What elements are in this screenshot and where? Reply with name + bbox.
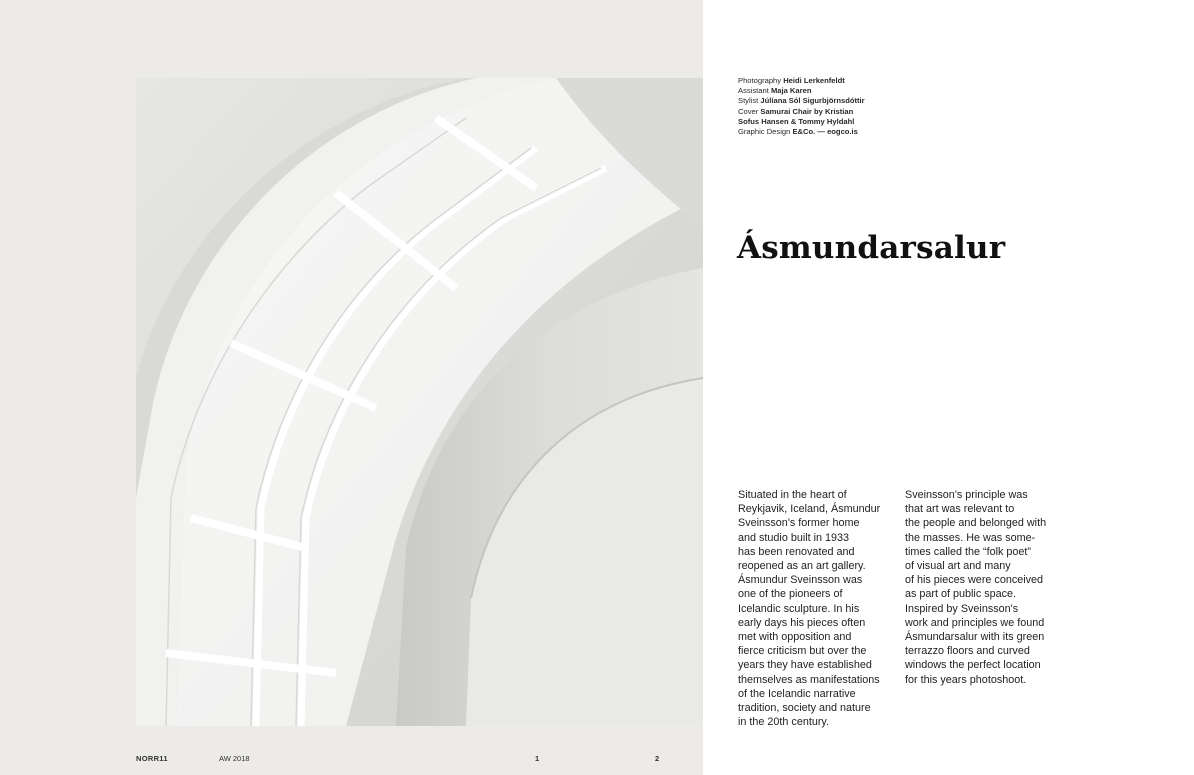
body-line: Ásmundur Sveinsson was — [738, 574, 863, 587]
credit-graphic-design: Graphic Design E&Co. — eogco.is — [738, 127, 858, 137]
body-line: reopened as an art gallery. — [738, 560, 866, 573]
body-line: for this years photoshoot. — [905, 673, 1027, 686]
body-line: one of the pioneers of — [738, 588, 843, 601]
body-line: tradition, society and nature — [738, 702, 871, 715]
body-line: that art was relevant to — [905, 503, 1015, 516]
body-line: met with opposition and — [738, 631, 852, 644]
photo-credits — [738, 76, 938, 137]
credit-cover: Cover Samurai Chair by Kristian — [738, 106, 854, 116]
arched-skylight-photo — [136, 78, 703, 726]
body-line: work and principles we found — [905, 616, 1045, 629]
credit-assistant: Assistant Maja Karen — [738, 86, 812, 96]
body-line: as part of public space. — [905, 588, 1017, 601]
article-title: Ásmundarsalur — [737, 230, 1006, 266]
body-line: Icelandic sculpture. In his — [738, 602, 860, 615]
arched-skylight-image — [136, 78, 703, 726]
body-line: in the 20th century. — [738, 716, 830, 729]
body-line: windows the perfect location — [905, 659, 1041, 672]
body-line: Sveinsson's principle was — [905, 489, 1028, 501]
body-line: Situated in the heart of — [738, 489, 847, 501]
footer-season: AW 2018 — [219, 754, 250, 763]
body-column-2 — [905, 488, 1065, 687]
body-line: and studio built in 1933 — [738, 531, 850, 544]
page-number-right: 2 — [655, 754, 660, 763]
body-line: of his pieces were conceived — [905, 574, 1044, 587]
body-line: years they have established — [738, 659, 872, 672]
page-number-left: 1 — [535, 754, 540, 763]
body-line: terrazzo floors and curved — [905, 645, 1030, 658]
body-line: of visual art and many — [905, 560, 1011, 573]
body-line: early days his pieces often — [738, 616, 866, 629]
credit-cover-continued: Sofus Hansen & Tommy Hyldahl — [738, 116, 855, 126]
body-line: Reykjavik, Iceland, Ásmundur — [738, 503, 881, 516]
body-line: the masses. He was some- — [905, 531, 1036, 544]
body-line: of the Icelandic narrative — [738, 687, 856, 700]
footer-brand: NORR11 — [136, 754, 168, 763]
body-line: the people and belonged with — [905, 517, 1047, 530]
body-line: Inspired by Sveinsson's — [905, 602, 1019, 615]
body-line: themselves as manifestations — [738, 673, 880, 686]
body-line: Ásmundarsalur with its green — [905, 631, 1045, 644]
body-line: Sveinsson's former home — [738, 517, 860, 530]
body-line: fierce criticism but over the — [738, 645, 867, 658]
body-line: has been renovated and — [738, 545, 855, 558]
credit-photography: Photography Heidi Lerkenfeldt — [738, 76, 845, 85]
body-line: times called the “folk poet” — [905, 545, 1032, 558]
body-column-1 — [738, 488, 898, 729]
credit-stylist: Stylist Júlíana Sól Sigurbjörnsdóttir — [738, 96, 865, 106]
